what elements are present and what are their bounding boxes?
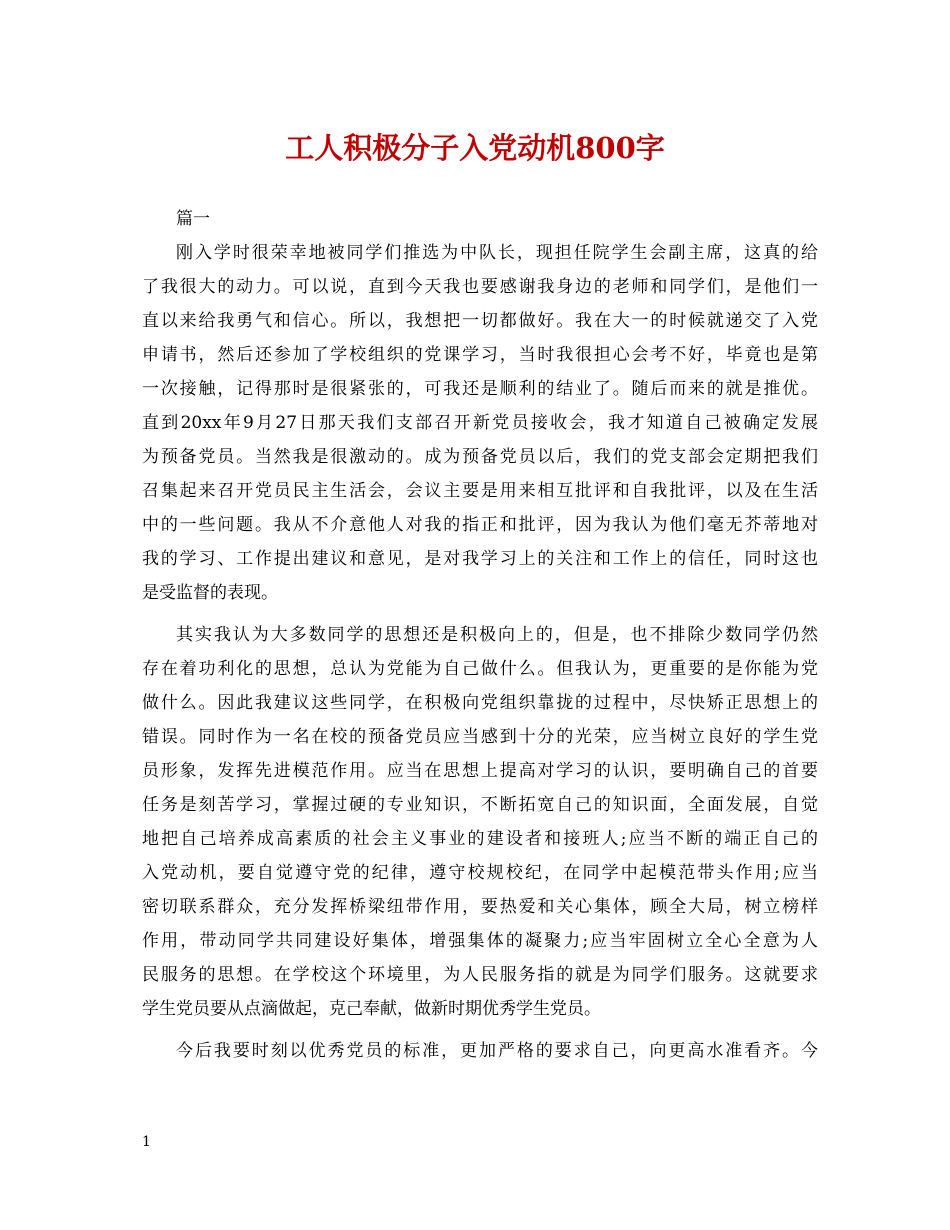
paragraph-1 [142, 236, 818, 610]
paragraph-line: 是受监督的表现。 [142, 583, 278, 603]
paragraph-line: 一次接触，记得那时是很紧张的，可我还是顺利的结业了。随后而来的就是推优。 [142, 379, 818, 399]
paragraph-line: 密切联系群众，充分发挥桥梁纽带作用，要热爱和关心集体，顾全大局，树立榜样 [142, 897, 818, 917]
paragraph-line: 刚入学时很荣幸地被同学们推选为中队长，现担任院学生会副主席，这真的给 [176, 243, 818, 263]
paragraph-line: 错误。同时作为一名在校的预备党员应当感到十分的光荣，应当树立良好的学生党 [142, 727, 818, 747]
paragraph-spacer [142, 1026, 818, 1034]
paragraph-2 [142, 618, 818, 1026]
paragraph-line: 其实我认为大多数同学的思想还是积极向上的，但是，也不排除少数同学仍然 [176, 625, 818, 645]
document-title: 工人积极分子入党动机800字 [285, 131, 665, 165]
paragraph-line: 今后我要时刻以优秀党员的标准，更加严格的要求自己，向更高水准看齐。今 [176, 1041, 818, 1061]
paragraph-line: 作用，带动同学共同建设好集体，增强集体的凝聚力;应当牢固树立全心全意为人 [142, 931, 818, 951]
page-number: 1 [142, 1134, 151, 1150]
paragraph-line: 民服务的思想。在学校这个环境里，为人民服务指的就是为同学们服务。这就要求 [142, 965, 818, 985]
section-label: 篇一 [176, 209, 210, 229]
paragraph-line: 我的学习、工作提出建议和意见，是对我学习上的关注和工作上的信任，同时这也 [142, 549, 818, 569]
document-body [142, 202, 818, 1068]
paragraph-line: 任务是刻苦学习，掌握过硬的专业知识，不断拓宽自己的知识面，全面发展，自觉 [142, 795, 818, 815]
paragraph-line: 学生党员要从点滴做起，克己奉献，做新时期优秀学生党员。 [142, 999, 601, 1019]
paragraph-line: 员形象，发挥先进模范作用。应当在思想上提高对学习的认识，要明确自己的首要 [142, 761, 818, 781]
paragraph-line: 直以来给我勇气和信心。所以，我想把一切都做好。我在大一的时候就递交了入党 [142, 311, 818, 331]
paragraph-line: 中的一些问题。我从不介意他人对我的指正和批评，因为我认为他们毫无芥蒂地对 [142, 515, 818, 535]
paragraph-3 [142, 1034, 818, 1068]
paragraph-line: 了我很大的动力。可以说，直到今天我也要感谢我身边的老师和同学们，是他们一 [142, 277, 818, 297]
paragraph-line: 直到20xx年9月27日那天我们支部召开新党员接收会，我才知道自己被确定发展 [142, 413, 818, 433]
paragraph-line: 入党动机，要自觉遵守党的纪律，遵守校规校纪，在同学中起模范带头作用;应当 [142, 863, 818, 883]
paragraph-line: 为预备党员。当然我是很激动的。成为预备党员以后，我们的党支部会定期把我们 [142, 447, 818, 467]
paragraph-line: 地把自己培养成高素质的社会主义事业的建设者和接班人;应当不断的端正自己的 [142, 829, 818, 849]
paragraph-line: 存在着功利化的思想，总认为党能为自己做什么。但我认为，更重要的是你能为党 [142, 659, 818, 679]
paragraph-line: 做什么。因此我建议这些同学，在积极向党组织靠拢的过程中，尽快矫正思想上的 [142, 693, 818, 713]
paragraph-line: 申请书，然后还参加了学校组织的党课学习，当时我很担心会考不好，毕竟也是第 [142, 345, 818, 365]
paragraph-spacer [142, 610, 818, 618]
paragraph-line: 召集起来召开党员民主生活会，会议主要是用来相互批评和自我批评，以及在生活 [142, 481, 818, 501]
